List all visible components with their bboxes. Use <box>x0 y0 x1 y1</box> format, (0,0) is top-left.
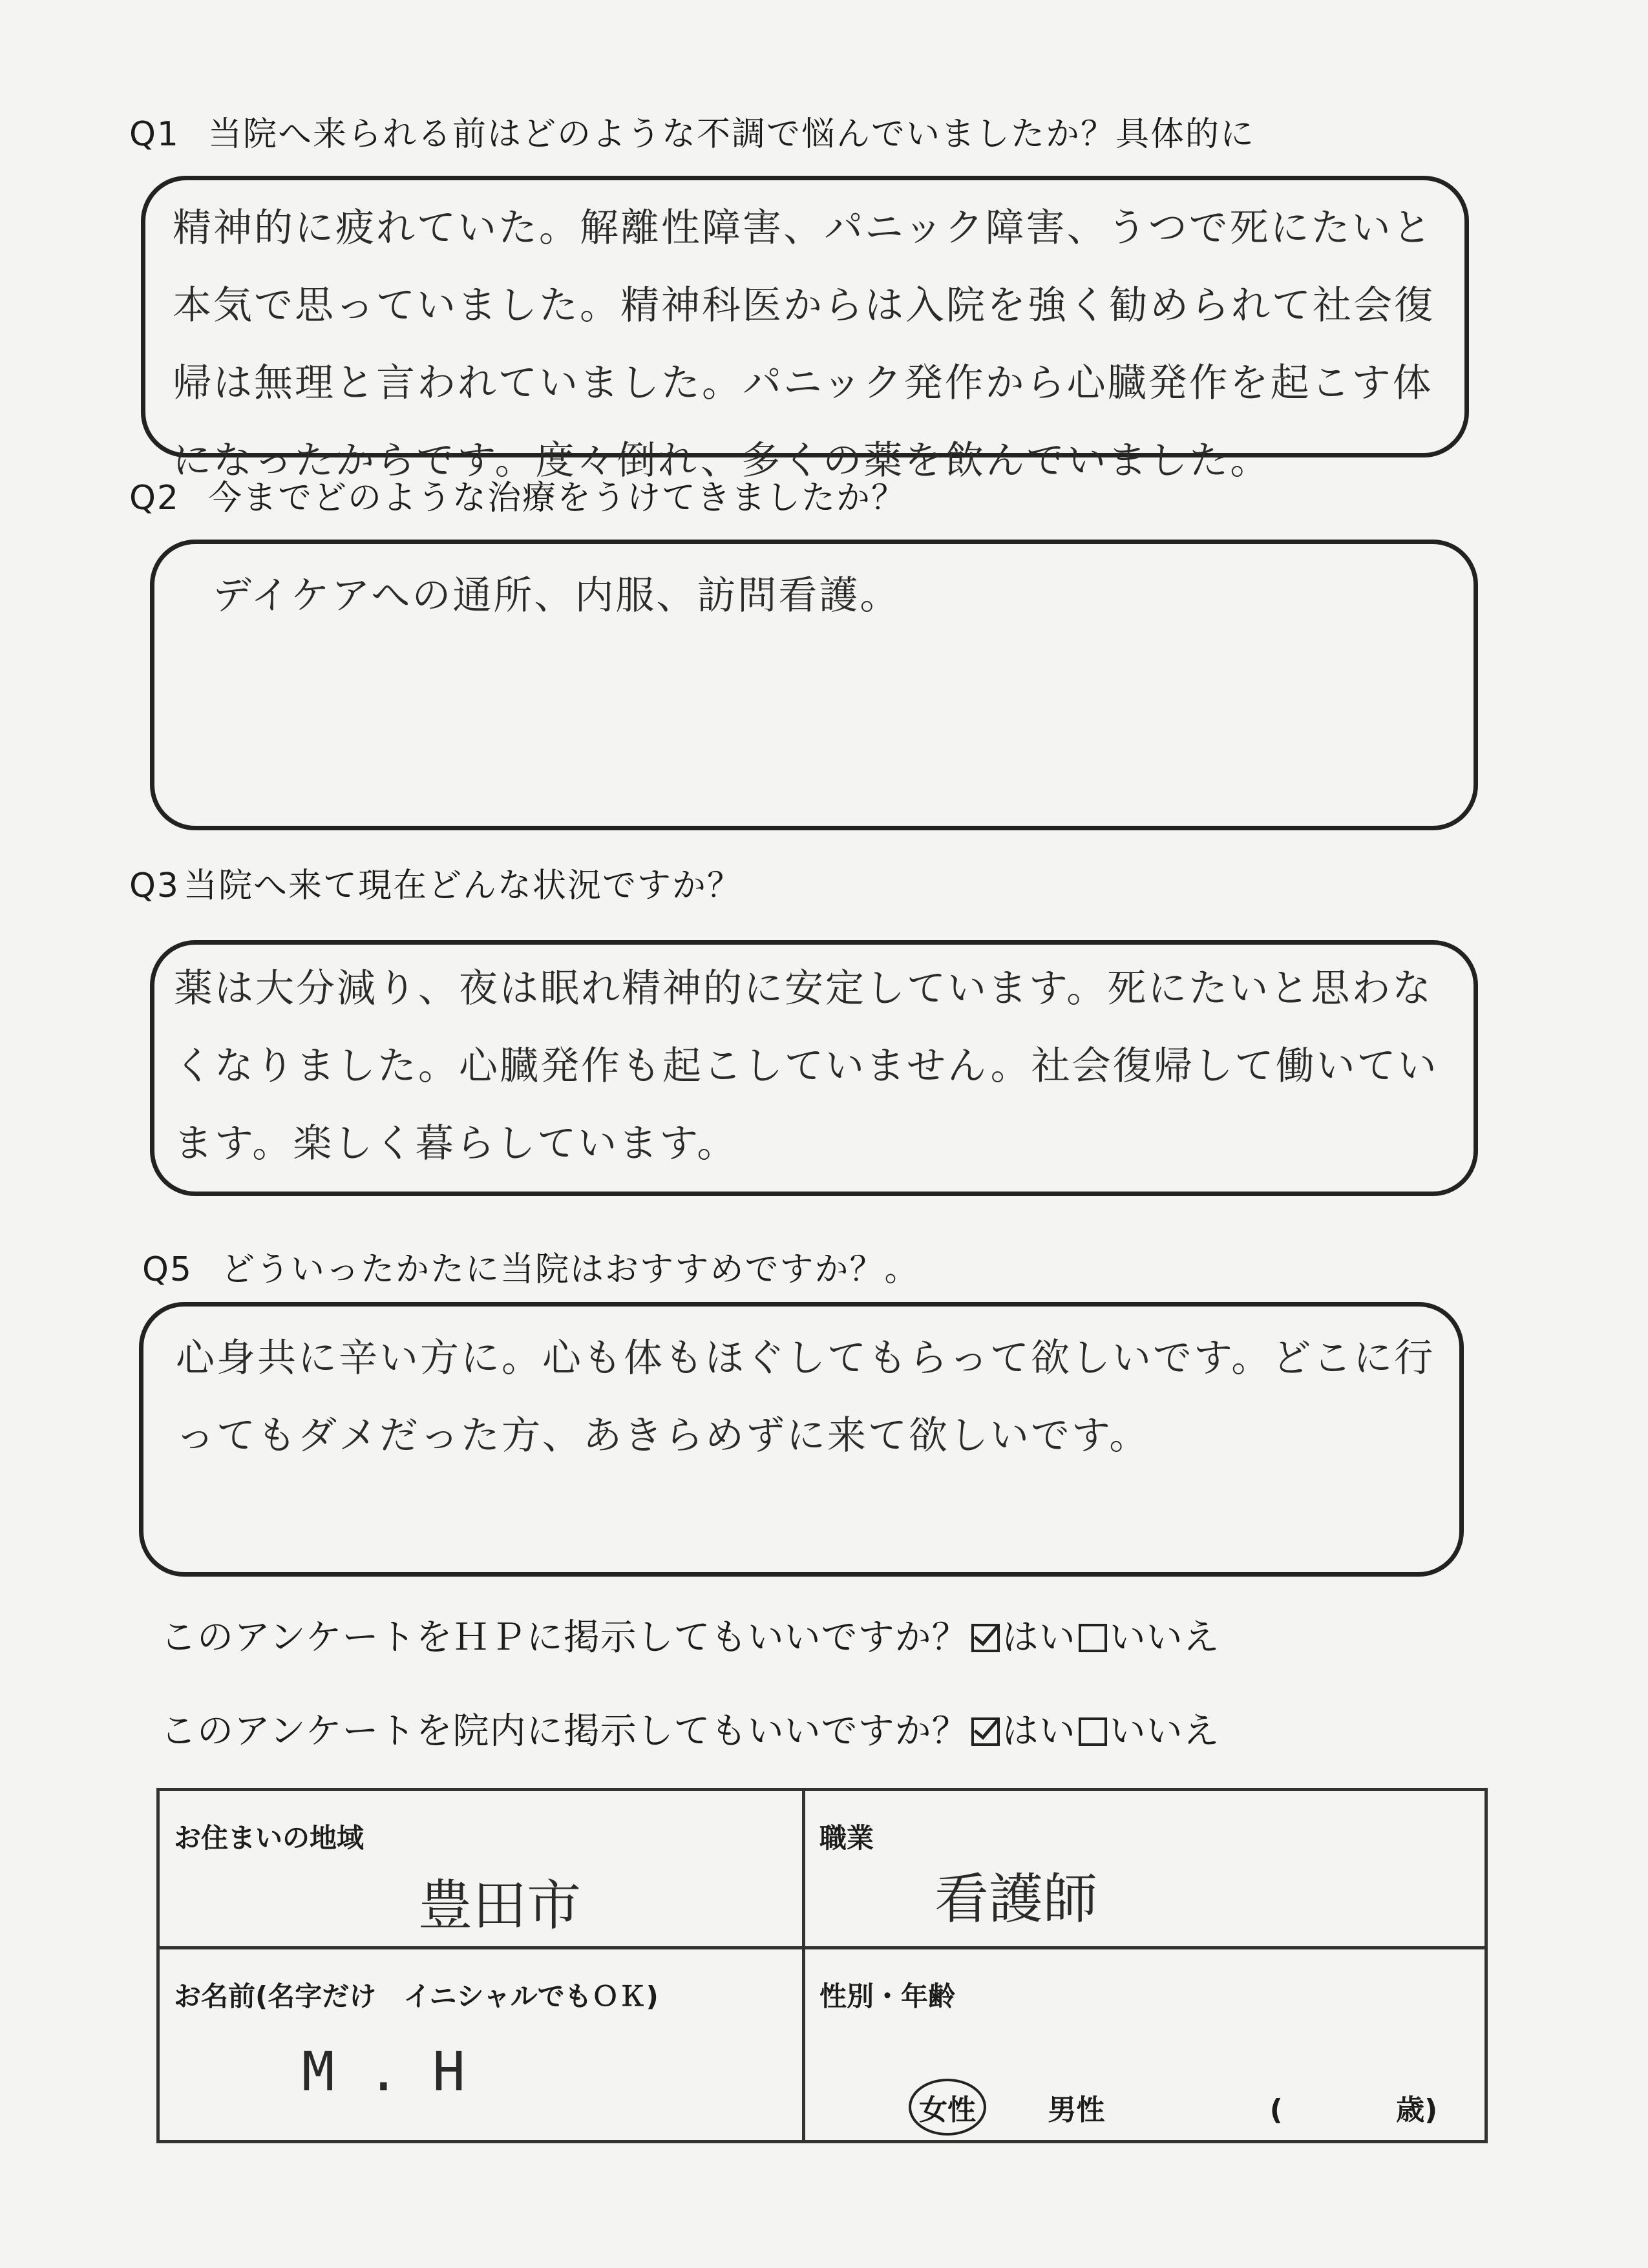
q3-number: Q3 <box>129 866 180 905</box>
consent-clinic-question: このアンケートを院内に掲示してもいいですか？ <box>160 1710 969 1752</box>
q2-question: 今までどのような治療をうけてきましたか？ <box>208 479 907 518</box>
consent-hp-question: このアンケートをＨＰに掲示してもいいですか？ <box>160 1617 969 1659</box>
q5-heading <box>142 1242 920 1290</box>
name-cell <box>158 1948 804 2142</box>
age-close: 歳) <box>1396 2094 1438 2126</box>
gender-options <box>909 2079 1437 2136</box>
q1-answer-box <box>141 176 1469 483</box>
q2-answer-box <box>150 540 1478 830</box>
q2-number: Q2 <box>129 479 180 518</box>
consent-hp-no-label: いいえ <box>1109 1617 1220 1659</box>
job-value: 看護師 <box>935 1867 1098 1931</box>
q3-question: 当院へ来て現在どんな状況ですか？ <box>184 866 743 905</box>
gender-age-cell <box>804 1948 1486 2142</box>
region-cell <box>158 1790 804 1948</box>
consent-hp-yes-label: はい <box>1002 1617 1076 1659</box>
q1-question: 当院へ来られる前はどのような不調で悩んでいましたか？具体的に <box>208 115 1256 154</box>
region-label: お住まいの地域 <box>174 1822 364 1854</box>
job-cell <box>804 1790 1486 1948</box>
q5-answer: 心身共に辛い方に。心も体もほぐしてもらって欲しいです。どこに行ってもダメだった方、あきらめずに来て欲しいです。 <box>176 1336 1435 1458</box>
gender-age-label: 性別・年齢 <box>819 1980 956 2012</box>
region-value: 豊田市 <box>418 1874 582 1937</box>
q3-answer: 薬は大分減り、夜は眠れ精神的に安定しています。死にたいと思わなくなりました。心臓発作も起こしていません。社会復帰して働いています。楽しく暮らしています。 <box>174 966 1439 1166</box>
q5-question: どういったかたに当院はおすすめですか？。 <box>221 1250 920 1289</box>
consent-hp-no-checkbox[interactable] <box>1079 1624 1107 1652</box>
age-open: ( <box>1269 2094 1283 2126</box>
q5-number: Q5 <box>142 1250 193 1289</box>
q2-answer: デイケアへの通所、内服、訪問看護。 <box>213 573 901 618</box>
consent-clinic-yes-label: はい <box>1002 1710 1076 1752</box>
consent-hp <box>160 1609 1220 1661</box>
q2-heading <box>129 470 906 519</box>
male-option[interactable]: 男性 <box>1048 2094 1105 2126</box>
info-table <box>156 1788 1488 2143</box>
q1-number: Q1 <box>129 115 180 154</box>
consent-hp-yes-checkbox[interactable] <box>971 1624 1000 1652</box>
consent-clinic-no-checkbox[interactable] <box>1079 1717 1107 1746</box>
consent-clinic <box>160 1703 1220 1754</box>
q3-heading <box>129 858 742 907</box>
q1-answer: 精神的に疲れていた。解離性障害、パニック障害、うつで死にたいと本気で思っていました。精神科医からは入院を強く勧められて社会復帰は無理と言われていました。パニック発作から心臓発作を起こす体になったからです。度々倒れ、多くの薬を飲んでいました。 <box>173 205 1435 483</box>
consent-clinic-no-label: いいえ <box>1109 1710 1220 1752</box>
q5-answer-box <box>139 1302 1464 1577</box>
name-label: お名前(名字だけ イニシャルでもＯＫ) <box>174 1980 659 2012</box>
q3-answer-box <box>150 940 1478 1196</box>
q1-heading <box>129 107 1255 155</box>
female-option[interactable]: 女性 <box>909 2079 986 2136</box>
name-value: M . H <box>302 2040 465 2103</box>
consent-clinic-yes-checkbox[interactable] <box>971 1717 1000 1746</box>
job-label: 職業 <box>819 1822 874 1854</box>
